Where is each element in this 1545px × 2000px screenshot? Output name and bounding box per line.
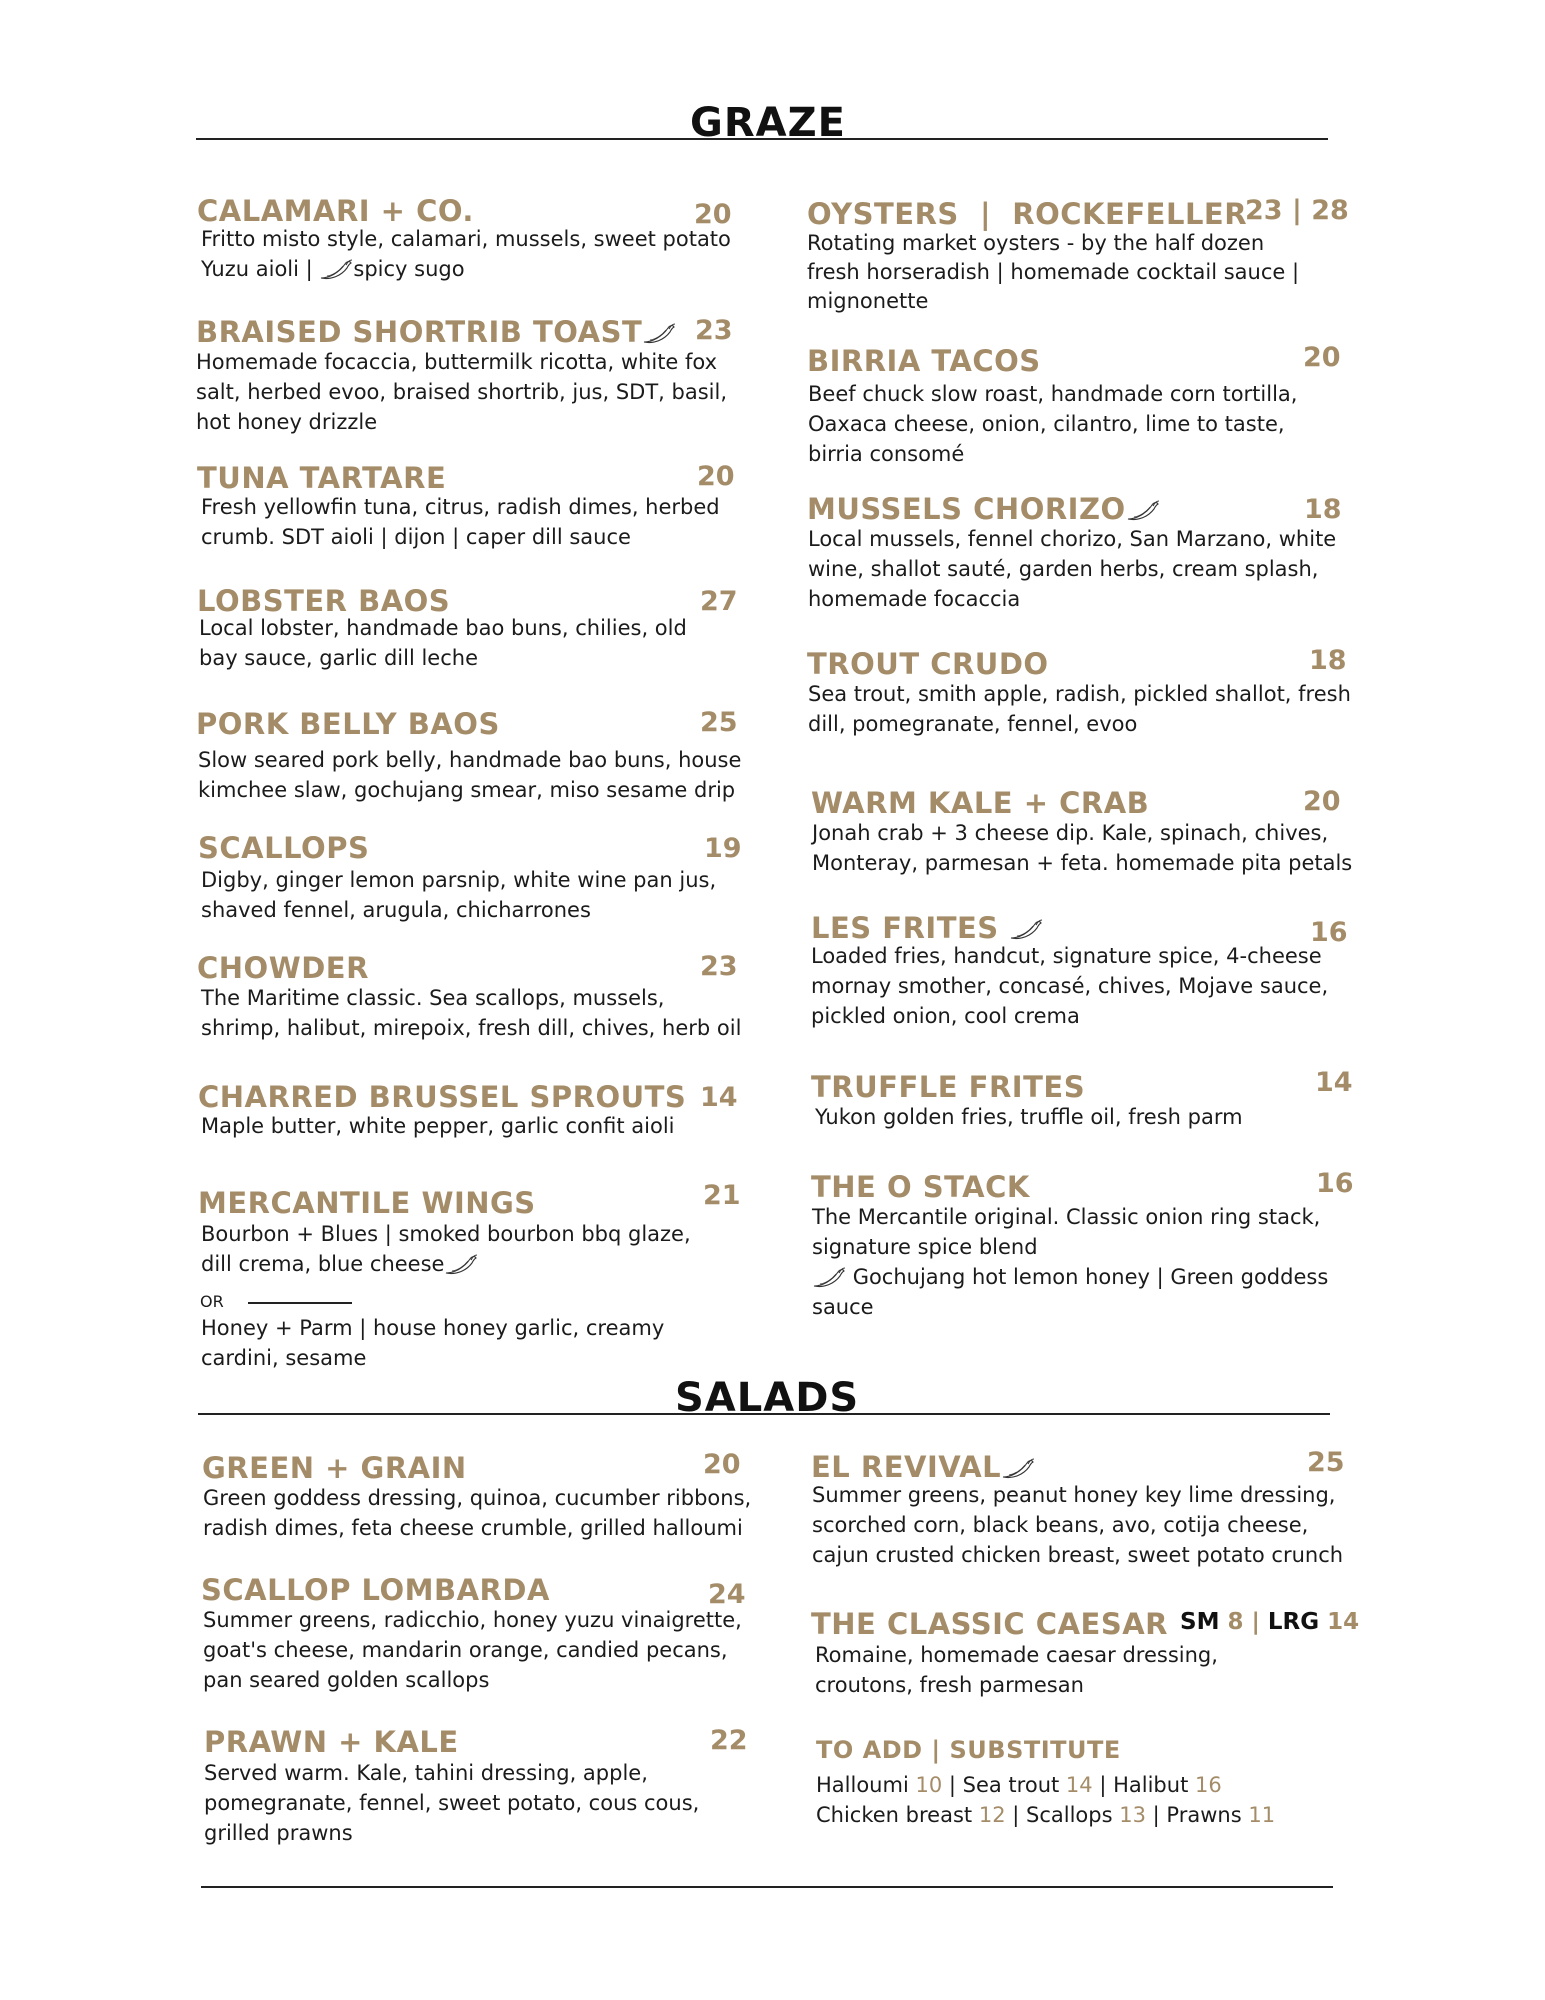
item-description (201, 224, 761, 284)
item-price: 22 (710, 1725, 748, 1756)
menu-item-pork-belly-baos (196, 707, 756, 807)
item-description: Rotating market oysters - by the half dozen fresh horseradish | homemade cocktail sauce | mignonette (807, 231, 1300, 313)
item-price: 19 (704, 833, 742, 864)
item-name: CHARRED BRUSSEL SPROUTS (198, 1080, 687, 1114)
item-price: 21 (703, 1180, 741, 1211)
item-description: Beef chuck slow roast, handmade corn tortilla, Oaxaca cheese, onion, cilantro, lime to taste, birria consomé (808, 382, 1298, 466)
item-name: MERCANTILE WINGS (198, 1186, 536, 1220)
item-price: 25 (1307, 1447, 1345, 1478)
item-description: Fresh yellowfin tuna, citrus, radish dimes, herbed crumb. SDT aioli | dijon | caper dill sauce (201, 495, 720, 549)
item-description: Maple butter, white pepper, garlic confit aioli (201, 1114, 675, 1138)
size-lrg-price: 14 (1327, 1609, 1360, 1635)
bottom-rule (201, 1886, 1333, 1888)
desc-line-2 (201, 1249, 741, 1279)
item-price: 20 (703, 1449, 741, 1480)
addon-chicken-breast: Chicken breast (816, 1803, 973, 1827)
item-name-text: LES FRITES (811, 911, 999, 945)
or-divider (248, 1302, 352, 1304)
item-name: LOBSTER BAOS (197, 584, 451, 618)
menu-item-charred-brussel-sprouts (198, 1080, 758, 1150)
item-name (811, 911, 1043, 945)
item-price: 20 (1303, 786, 1341, 817)
item-price: 16 (1310, 917, 1348, 948)
menu-item-braised-shortrib-toast (196, 315, 766, 445)
item-description: Yukon golden fries, truffle oil, fresh parm (815, 1105, 1243, 1129)
item-description: Homemade focaccia, buttermilk ricotta, white fox salt, herbed evoo, braised shortrib, jus, SDT, basil, hot honey drizzle (196, 350, 727, 434)
chili-pepper-icon (319, 259, 353, 281)
item-description: Local mussels, fennel chorizo, San Marzano, white wine, shallot sauté, garden herbs, cream splash, homemade focaccia (808, 527, 1337, 611)
menu-item-truffle-frites (811, 1067, 1353, 1140)
item-price: 20 (1303, 342, 1341, 373)
addons-row-2 (816, 1800, 1356, 1830)
item-name: TROUT CRUDO (807, 647, 1049, 681)
menu-item-les-frites (811, 911, 1351, 1041)
menu-item-calamari (197, 194, 757, 284)
item-description: Jonah crab + 3 cheese dip. Kale, spinach, chives, Monteray, parmesan + feta. homemade pita petals (812, 821, 1353, 875)
item-description: Green goddess dressing, quinoa, cucumber ribbons, radish dimes, feta cheese crumble, grilled halloumi (203, 1486, 752, 1540)
item-name (807, 492, 1160, 526)
chili-pepper-icon (642, 323, 676, 345)
menu-item-birria-tacos (807, 344, 1347, 464)
item-name: PORK BELLY BAOS (196, 707, 500, 741)
item-price: 14 (1315, 1067, 1353, 1098)
addon-halloumi: Halloumi (816, 1773, 909, 1797)
item-price: 20 (694, 199, 732, 230)
item-description: Digby, ginger lemon parsnip, white wine pan jus, shaved fennel, arugula, chicharrones (201, 868, 717, 922)
menu-item-chowder (197, 951, 757, 1051)
item-price: 23 (695, 315, 733, 346)
item-name: SCALLOP LOMBARDA (201, 1573, 550, 1607)
item-name: THE CLASSIC CAESAR (811, 1607, 1168, 1641)
item-description: Local lobster, handmade bao buns, chilies, old bay sauce, garlic dill leche (199, 616, 687, 670)
menu-item-green-grain (202, 1451, 762, 1551)
item-description: Summer greens, peanut honey key lime dressing, scorched corn, black beans, avo, cotija cheese, cajun crusted chicken breast, sweet potato crunch (812, 1483, 1344, 1567)
chili-pepper-icon (1009, 919, 1043, 941)
menu-item-trout-crudo (807, 645, 1351, 747)
item-price: 27 (700, 586, 738, 617)
item-name: GREEN + GRAIN (202, 1451, 467, 1485)
desc-line-2 (812, 1262, 1342, 1322)
chili-pepper-icon (444, 1254, 478, 1276)
item-description: Sea trout, smith apple, radish, pickled shallot, fresh dill, pomegranate, fennel, evoo (808, 682, 1351, 736)
or-label: OR (200, 1292, 224, 1311)
item-name: CALAMARI + CO. (197, 194, 474, 228)
item-price: 18 (1304, 494, 1342, 525)
addon-halloumi-price: 10 (915, 1773, 943, 1797)
item-name: TUNA TARTARE (197, 461, 447, 495)
desc-line-1: The Mercantile original. Classic onion ring stack, signature spice blend (812, 1205, 1321, 1259)
item-price: 18 (1309, 645, 1347, 676)
chili-pepper-icon (1001, 1458, 1035, 1480)
addon-halibut-price: 16 (1194, 1773, 1222, 1797)
chili-pepper-icon (812, 1267, 846, 1289)
item-price: 14 (700, 1082, 738, 1113)
item-price: 23 | 28 (1245, 195, 1349, 226)
addon-sea-trout: | Sea trout (948, 1773, 1060, 1797)
item-name: PRAWN + KALE (204, 1725, 459, 1759)
menu-item-tuna-tartare (197, 461, 757, 561)
size-separator: | (1243, 1609, 1268, 1635)
addon-prawns-price: 11 (1248, 1803, 1276, 1827)
addon-prawns: | Prawns (1152, 1803, 1242, 1827)
size-sm-label: SM (1180, 1609, 1220, 1635)
item-name: WARM KALE + CRAB (811, 786, 1150, 820)
addon-scallops: | Scallops (1012, 1803, 1113, 1827)
item-name-text: MUSSELS CHORIZO (807, 492, 1126, 526)
item-name: OYSTERS | ROCKEFELLER (807, 197, 1248, 231)
desc-line-1: Bourbon + Blues | smoked bourbon bbq glaze, (201, 1222, 691, 1246)
item-description: Served warm. Kale, tahini dressing, apple, pomegranate, fennel, sweet potato, cous cous, grilled prawns (204, 1761, 700, 1845)
item-name: SCALLOPS (198, 831, 370, 865)
item-name (811, 1450, 1035, 1484)
item-name (196, 315, 676, 349)
item-name: CHOWDER (197, 951, 369, 985)
item-price: 25 (700, 707, 738, 738)
addon-scallops-price: 13 (1119, 1803, 1146, 1827)
item-description: Slow seared pork belly, handmade bao buns, house kimchee slaw, gochujang smear, miso sesame drip (198, 748, 742, 802)
chili-pepper-icon (1126, 500, 1160, 522)
item-name: THE O STACK (811, 1170, 1030, 1204)
desc-line-2-text: Gochujang hot lemon honey | Green goddess sauce (812, 1265, 1329, 1319)
item-description (812, 1202, 1342, 1322)
menu-item-classic-caesar (811, 1607, 1360, 1707)
item-name: TRUFFLE FRITES (811, 1070, 1086, 1104)
size-lrg-label: LRG (1267, 1609, 1320, 1635)
menu-item-the-o-stack (811, 1168, 1354, 1340)
addon-chicken-breast-price: 12 (978, 1803, 1006, 1827)
item-description: Romaine, homemade caesar dressing, croutons, fresh parmesan (815, 1643, 1218, 1697)
item-description: Summer greens, radicchio, honey yuzu vinaigrette, goat's cheese, mandarin orange, candied pecans, pan seared golden scallops (203, 1608, 742, 1692)
salads-title: SALADS (675, 1375, 860, 1421)
item-description (201, 1219, 741, 1279)
menu-item-prawn-kale (204, 1725, 764, 1845)
item-name-text: EL REVIVAL (811, 1450, 1002, 1484)
item-description: The Maritime classic. Sea scallops, mussels, shrimp, halibut, mirepoix, fresh dill, chives, herb oil (201, 986, 742, 1040)
item-price: 20 (697, 461, 735, 492)
item-price: 23 (700, 951, 738, 982)
menu-item-warm-kale-crab (811, 786, 1356, 886)
desc-line-2a: Yuzu aioli | (201, 257, 320, 281)
item-price: 16 (1316, 1168, 1354, 1199)
item-description-alt: Honey + Parm | house honey garlic, creamy cardini, sesame (201, 1316, 665, 1370)
addons-title: TO ADD | SUBSTITUTE (816, 1736, 1121, 1764)
desc-line-1: Fritto misto style, calamari, mussels, sweet potato (201, 227, 731, 251)
addons-row-1 (816, 1770, 1356, 1800)
item-price-sizes (1180, 1609, 1359, 1635)
item-description: Loaded fries, handcut, signature spice, 4-cheese mornay smother, concasé, chives, Mojave sauce, pickled onion, cool crema (811, 944, 1329, 1028)
item-name: BIRRIA TACOS (807, 344, 1041, 378)
size-sm-price: 8 (1227, 1609, 1244, 1635)
desc-line-2b: spicy sugo (353, 257, 465, 281)
menu-item-el-revival (811, 1447, 1356, 1580)
item-name-text: BRAISED SHORTRIB TOAST (196, 315, 643, 349)
addon-halibut: | Halibut (1099, 1773, 1189, 1797)
menu-item-mercantile-wings (198, 1180, 758, 1376)
addon-sea-trout-price: 14 (1065, 1773, 1093, 1797)
item-price: 24 (708, 1579, 746, 1610)
desc-line-2 (201, 254, 761, 284)
menu-item-scallop-lombarda (201, 1573, 761, 1693)
graze-title: GRAZE (690, 100, 846, 146)
desc-line-2-text: dill crema, blue cheese (201, 1252, 445, 1276)
add-substitute-block (816, 1736, 1356, 1846)
menu-item-mussels-chorizo (807, 492, 1347, 612)
menu-item-lobster-baos (197, 584, 757, 684)
menu-item-scallops (198, 831, 758, 931)
menu-item-oysters-rockefeller (807, 197, 1347, 317)
